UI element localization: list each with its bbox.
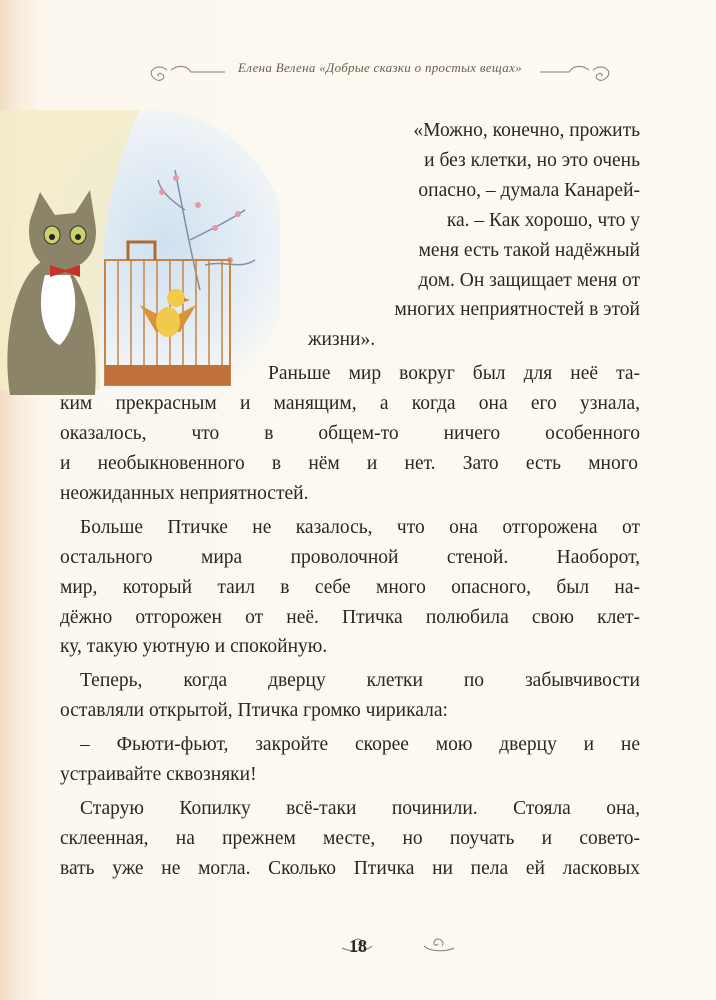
text-line: дёжно отгорожен от неё. Птичка полюбила свою клет- [60,607,640,628]
text-line: Старую Копилку всё-таки починили. Стояла она, [80,798,640,819]
illustration [0,110,280,410]
text-line: меня есть такой надёжный [418,240,640,261]
text-line: опасно, – думала Канарей- [418,180,640,201]
running-title: Елена Велена «Добрые сказки о простых вещах» [238,60,522,75]
text-line: и без клетки, но это очень [424,150,640,171]
text-line: «Можно, конечно, прожить [413,120,640,141]
text-line: ка. – Как хорошо, что у [446,210,640,231]
text-line: остального мира проволочной стеной. Наоборот, [60,547,640,568]
text-line: – Фьюти-фьют, закройте скорее мою дверцу и не [80,734,640,755]
text-line: Раньше мир вокруг был для неё та- [268,363,640,384]
text-line: дом. Он защищает меня от [418,270,640,291]
text-line: оказалось, что в общем-то ничего особенного [60,423,640,444]
text-line: неожиданных неприятностей. [60,483,309,504]
text-line: ку, такую уютную и спокойную. [60,636,328,657]
text-line: многих неприятностей в этой [394,299,640,320]
text-line: оставляли открытой, Птичка громко чирикала: [60,700,448,721]
text-line: вать уже не могла. Сколько Птичка ни пела ей ласковых [60,858,640,879]
text-line: устраивайте сквозняки! [60,764,257,785]
text-line: мир, который таил в себе много опасного, был на- [60,577,640,598]
running-header [145,56,615,86]
page-number: 18 [349,936,367,956]
text-line: и необыкновенного в нём и нет. Зато есть много [60,453,638,474]
text-line: склеенная, на прежнем месте, но поучать и совето- [60,828,640,849]
text-line: ким прекрасным и манящим, а когда она его узнала, [60,393,640,414]
text-line: Больше Птичке не казалось, что она отгорожена от [80,517,640,538]
flourish-ornament-icon [422,934,456,954]
text-line: Теперь, когда дверцу клетки по забывчивости [80,670,640,691]
text-line: жизни». [308,329,376,350]
